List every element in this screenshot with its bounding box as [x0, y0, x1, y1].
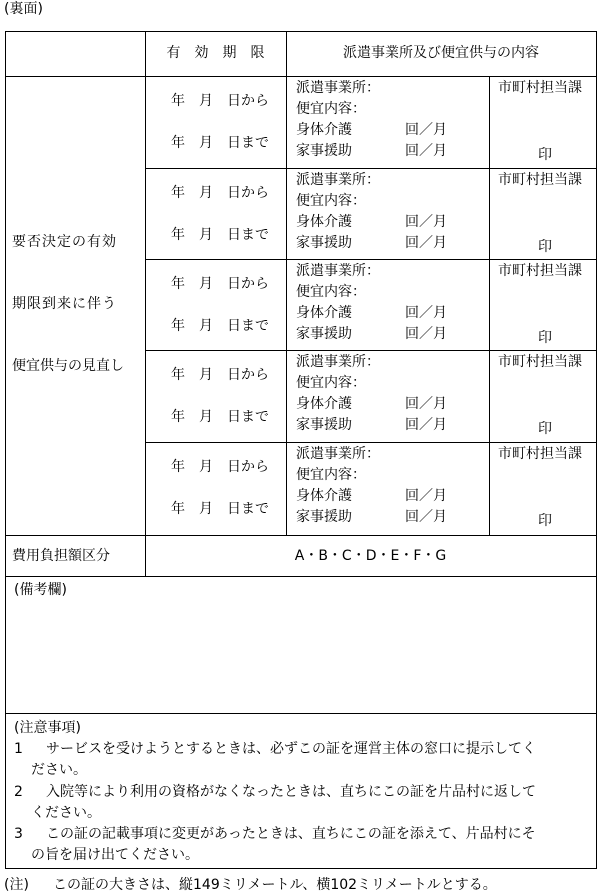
office-label: 派遣事業所： — [296, 172, 380, 188]
row-divider-4 — [145, 442, 597, 443]
period-from: 年 月 日から — [171, 367, 269, 383]
seal-mark: 印 — [538, 421, 552, 437]
period-to: 年 月 日まで — [171, 227, 269, 243]
period-from: 年 月 日から — [171, 459, 269, 475]
body-care-label: 身体介護 — [296, 488, 352, 504]
body-care-times: 回／月 — [405, 305, 447, 321]
remarks-divider — [5, 713, 597, 714]
seal-mark: 印 — [538, 147, 552, 163]
municipality-label: 市町村担当課 — [498, 354, 582, 370]
header-validity-period: 有 効 期 限 — [166, 45, 265, 61]
note-number: 1 — [14, 741, 23, 757]
cost-label: 費用負担額区分 — [12, 548, 110, 564]
table-border-left — [5, 31, 6, 869]
housework-times: 回／月 — [405, 143, 447, 159]
seal-mark: 印 — [538, 239, 552, 255]
period-to: 年 月 日まで — [171, 501, 269, 517]
housework-times: 回／月 — [405, 417, 447, 433]
municipality-label: 市町村担当課 — [498, 80, 582, 96]
office-label: 派遣事業所： — [296, 354, 380, 370]
housework-times: 回／月 — [405, 235, 447, 251]
body-care-times: 回／月 — [405, 396, 447, 412]
review-label-line: 要否決定の有効 — [12, 234, 117, 250]
housework-times: 回／月 — [405, 509, 447, 525]
header-content: 派遣事業所及び便宜供与の内容 — [343, 45, 539, 61]
seal-mark: 印 — [538, 330, 552, 346]
seal-mark: 印 — [538, 513, 552, 529]
row-divider-1 — [145, 168, 597, 169]
body-care-label: 身体介護 — [296, 214, 352, 230]
period-to: 年 月 日まで — [171, 318, 269, 334]
office-label: 派遣事業所： — [296, 446, 380, 462]
body-care-label: 身体介護 — [296, 305, 352, 321]
col-divider-2 — [286, 31, 287, 536]
col-divider-3 — [489, 76, 490, 536]
note-number: 3 — [14, 826, 23, 842]
housework-label: 家事援助 — [296, 417, 352, 433]
municipality-label: 市町村担当課 — [498, 446, 582, 462]
table-border-bottom — [5, 868, 597, 869]
housework-label: 家事援助 — [296, 509, 352, 525]
table-border-right — [596, 31, 597, 869]
municipality-label: 市町村担当課 — [498, 263, 582, 279]
table-border-top — [5, 31, 597, 32]
header-divider — [5, 76, 597, 77]
note-text: 入院等により利用の資格がなくなったときは、直ちにこの証を片品村に返して — [46, 784, 536, 800]
note-text: この証の記載事項に変更があったときは、直ちにこの証を添えて、片品村にそ — [46, 826, 536, 842]
note-text: ください。 — [31, 805, 101, 821]
row-divider-2 — [145, 259, 597, 260]
cost-divider-top — [5, 535, 597, 536]
body-care-times: 回／月 — [405, 214, 447, 230]
body-care-label: 身体介護 — [296, 396, 352, 412]
body-care-times: 回／月 — [405, 488, 447, 504]
review-label-line: 便宜供与の見直し — [12, 358, 124, 374]
footnote-label: (注) — [4, 877, 29, 893]
period-from: 年 月 日から — [171, 185, 269, 201]
office-label: 派遣事業所： — [296, 80, 380, 96]
page-label: (裏面) — [4, 1, 43, 17]
period-to: 年 月 日まで — [171, 409, 269, 425]
contents-label: 便宜内容： — [296, 284, 366, 300]
cost-value: A・B・C・D・E・F・G — [294, 548, 447, 564]
cost-divider-bottom — [5, 576, 597, 577]
housework-label: 家事援助 — [296, 235, 352, 251]
contents-label: 便宜内容： — [296, 193, 366, 209]
note-text: ださい。 — [31, 762, 87, 778]
housework-label: 家事援助 — [296, 143, 352, 159]
contents-label: 便宜内容： — [296, 101, 366, 117]
housework-times: 回／月 — [405, 326, 447, 342]
body-care-times: 回／月 — [405, 122, 447, 138]
note-text: サービスを受けようとするときは、必ずこの証を運営主体の窓口に提示してく — [46, 741, 536, 757]
period-to: 年 月 日まで — [171, 135, 269, 151]
remarks-label: (備考欄) — [14, 582, 67, 598]
contents-label: 便宜内容： — [296, 375, 366, 391]
col-divider-1 — [145, 31, 146, 536]
row-divider-3 — [145, 350, 597, 351]
notes-title: (注意事項) — [14, 720, 81, 736]
note-text: の旨を届け出てください。 — [31, 847, 199, 863]
municipality-label: 市町村担当課 — [498, 172, 582, 188]
housework-label: 家事援助 — [296, 326, 352, 342]
note-number: 2 — [14, 784, 23, 800]
contents-label: 便宜内容： — [296, 467, 366, 483]
footnote-text: この証の大きさは、縦149ミリメートル、横102ミリメートルとする。 — [53, 877, 497, 893]
review-label-line: 期限到来に伴う — [12, 296, 117, 312]
period-from: 年 月 日から — [171, 276, 269, 292]
body-care-label: 身体介護 — [296, 122, 352, 138]
period-from: 年 月 日から — [171, 93, 269, 109]
office-label: 派遣事業所： — [296, 263, 380, 279]
